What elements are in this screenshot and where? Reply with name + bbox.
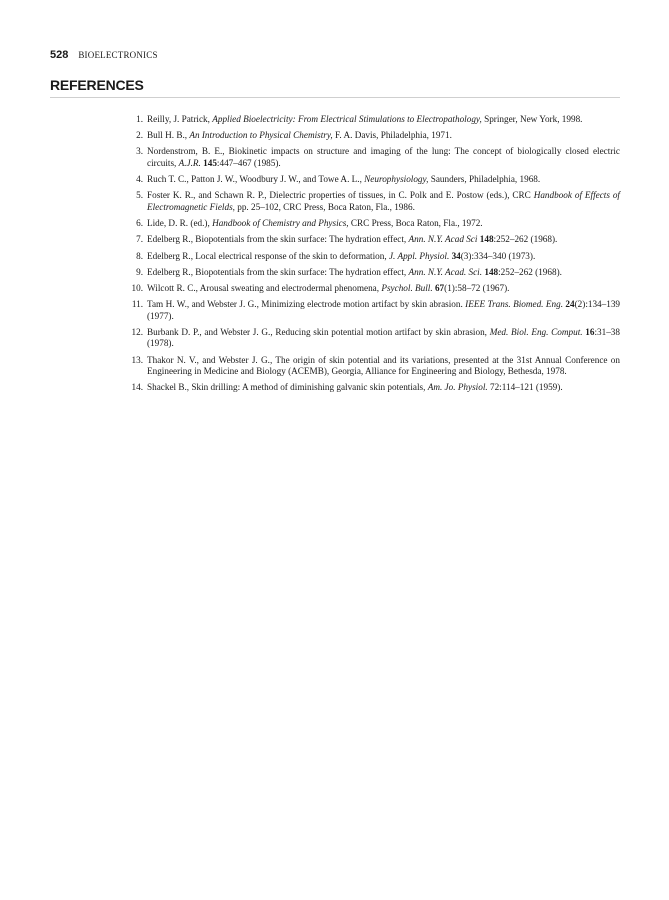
reference-text-segment: Shackel B., Skin drilling: A method of diminishing galvanic skin potentials, [147,382,428,393]
reference-text-segment: CRC Press, Boca Raton, Fla., 1972. [348,218,483,229]
reference-text-segment: Wilcott R. C., Arousal sweating and electrodermal phenomena, [147,282,382,293]
reference-number: 7. [136,234,143,245]
reference-volume-bold: 34 [451,250,461,261]
reference-text-segment: Tam H. W., and Webster J. G., Minimizing electrode motion artifact by skin abrasion. [147,299,466,310]
heading-rule [50,97,620,98]
running-title: BIOELECTRONICS [78,50,158,60]
reference-text [147,114,582,124]
reference-text [147,382,563,392]
reference-number: 4. [136,174,143,185]
reference-text-segment: (1):58–72 (1967). [444,282,510,293]
reference-number: 11. [131,299,143,310]
reference-volume-bold: 148 [484,266,499,277]
running-head [50,49,158,61]
reference-title-italic: Med. Biol. Eng. Comput. [489,326,583,337]
reference-text-segment: :31–38 (1978). [147,326,620,349]
reference-number: 13. [131,354,143,365]
reference-number: 3. [136,146,143,157]
reference-number: 2. [136,130,143,141]
reference-item [122,146,620,169]
section-heading: REFERENCES [50,77,144,93]
reference-text-segment: (2):134–139 (1977). [147,299,621,321]
reference-item [122,327,620,350]
reference-text [147,146,620,168]
reference-number: 14. [131,382,143,393]
reference-text [147,130,452,140]
reference-text [147,327,620,349]
reference-text-segment: F. A. Davis, Philadelphia, 1971. [332,130,452,141]
reference-text [147,174,540,184]
reference-text-segment: Nordenstrom, B. E., Biokinetic impacts on structure and imaging of the lung: The concept of biologically closed electric circuits, [147,146,620,168]
reference-item [122,283,620,295]
reference-list [122,114,620,399]
reference-item [122,234,620,246]
reference-title-italic: Handbook of Effects of Electromagnetic Fields, [147,190,620,212]
reference-item [122,218,620,230]
reference-title-italic: Neurophysiology, [364,174,429,185]
reference-volume-bold: 145 [203,157,217,168]
reference-item [122,251,620,263]
reference-title-italic: An Introduction to Physical Chemistry, [189,130,333,141]
reference-number: 6. [136,218,143,229]
reference-item [122,382,620,394]
reference-text [147,267,562,277]
reference-text [147,251,535,261]
reference-text-segment: Reilly, J. Patrick, [147,114,213,124]
reference-item [122,267,620,279]
reference-item [122,299,620,322]
reference-text-segment: Lide, D. R. (ed.), [147,218,213,229]
reference-title-italic: Ann. N.Y. Acad. Sci. [408,266,483,277]
reference-text-segment: :447–467 (1985). [216,157,281,168]
reference-item [122,355,620,378]
reference-title-italic: J. Appl. Physiol. [388,250,450,261]
reference-text-segment: Edelberg R., Biopotentials from the skin surface: The hydration effect, [147,266,409,277]
reference-text [147,283,509,293]
reference-title-italic: IEEE Trans. Biomed. Eng. [465,299,563,310]
reference-number: 1. [136,114,143,124]
reference-text-segment: Burbank D. P., and Webster J. G., Reducing skin potential motion artifact by skin abrasion, [147,326,490,337]
reference-text-segment: Foster K. R., and Schawn R. P., Dielectric properties of tissues, in C. Polk and E. Postow (eds.), CRC [147,190,534,201]
reference-text-segment: Springer, New York, 1998. [481,114,583,124]
reference-text-segment: Saunders, Philadelphia, 1968. [428,174,541,185]
reference-title-italic: Applied Bioelectricity: From Electrical Stimulations to Electropathology, [212,114,482,124]
reference-text-segment: :252–262 (1968). [498,266,562,277]
reference-title-italic: Psychol. Bull. [381,282,433,293]
reference-number: 12. [131,326,143,337]
reference-text [147,190,620,212]
reference-volume-bold: 148 [479,234,494,245]
reference-number: 5. [136,190,143,201]
reference-item [122,174,620,186]
reference-title-italic: Am. Jo. Physiol. [427,382,488,393]
reference-text [147,355,620,377]
reference-text-segment: :252–262 (1968). [493,234,558,245]
reference-text [147,218,483,228]
reference-volume-bold: 67 [434,282,445,293]
reference-text-segment: Bull H. B., [147,130,190,141]
reference-text-segment: 72:114–121 (1959). [487,382,563,393]
reference-title-italic: Handbook of Chemistry and Physics, [212,218,349,229]
reference-text-segment: Edelberg R., Local electrical response of the skin to deformation, [147,250,389,261]
reference-item [122,190,620,213]
reference-text-segment: Thakor N. V., and Webster J. G., The origin of skin potential and its variations, presented at the 31st Annual Conference on Engineering in Medicine and Biology (ACEMB), Georgia, Alliance for Engineering and Biology, Bethesda, 1978. [147,354,620,377]
reference-volume-bold: 16 [585,326,595,337]
reference-item [122,130,620,142]
reference-number: 9. [136,266,143,277]
reference-number: 10. [131,282,143,293]
reference-number: 8. [136,250,143,261]
reference-text-segment: Ruch T. C., Patton J. W., Woodbury J. W., and Towe A. L., [147,174,365,185]
reference-text-segment: pp. 25–102, CRC Press, Boca Raton, Fla., 1986. [234,201,415,212]
reference-text-segment: Edelberg R., Biopotentials from the skin surface: The hydration effect, [147,234,409,245]
reference-title-italic: Ann. N.Y. Acad Sci [408,234,478,245]
reference-item [122,114,620,126]
reference-text-segment: (3):334–340 (1973). [460,250,536,261]
page-number: 528 [50,49,69,61]
reference-volume-bold: 24 [565,299,575,310]
reference-text [147,234,557,244]
reference-text [147,299,620,321]
reference-title-italic: A.J.R. [178,157,201,168]
